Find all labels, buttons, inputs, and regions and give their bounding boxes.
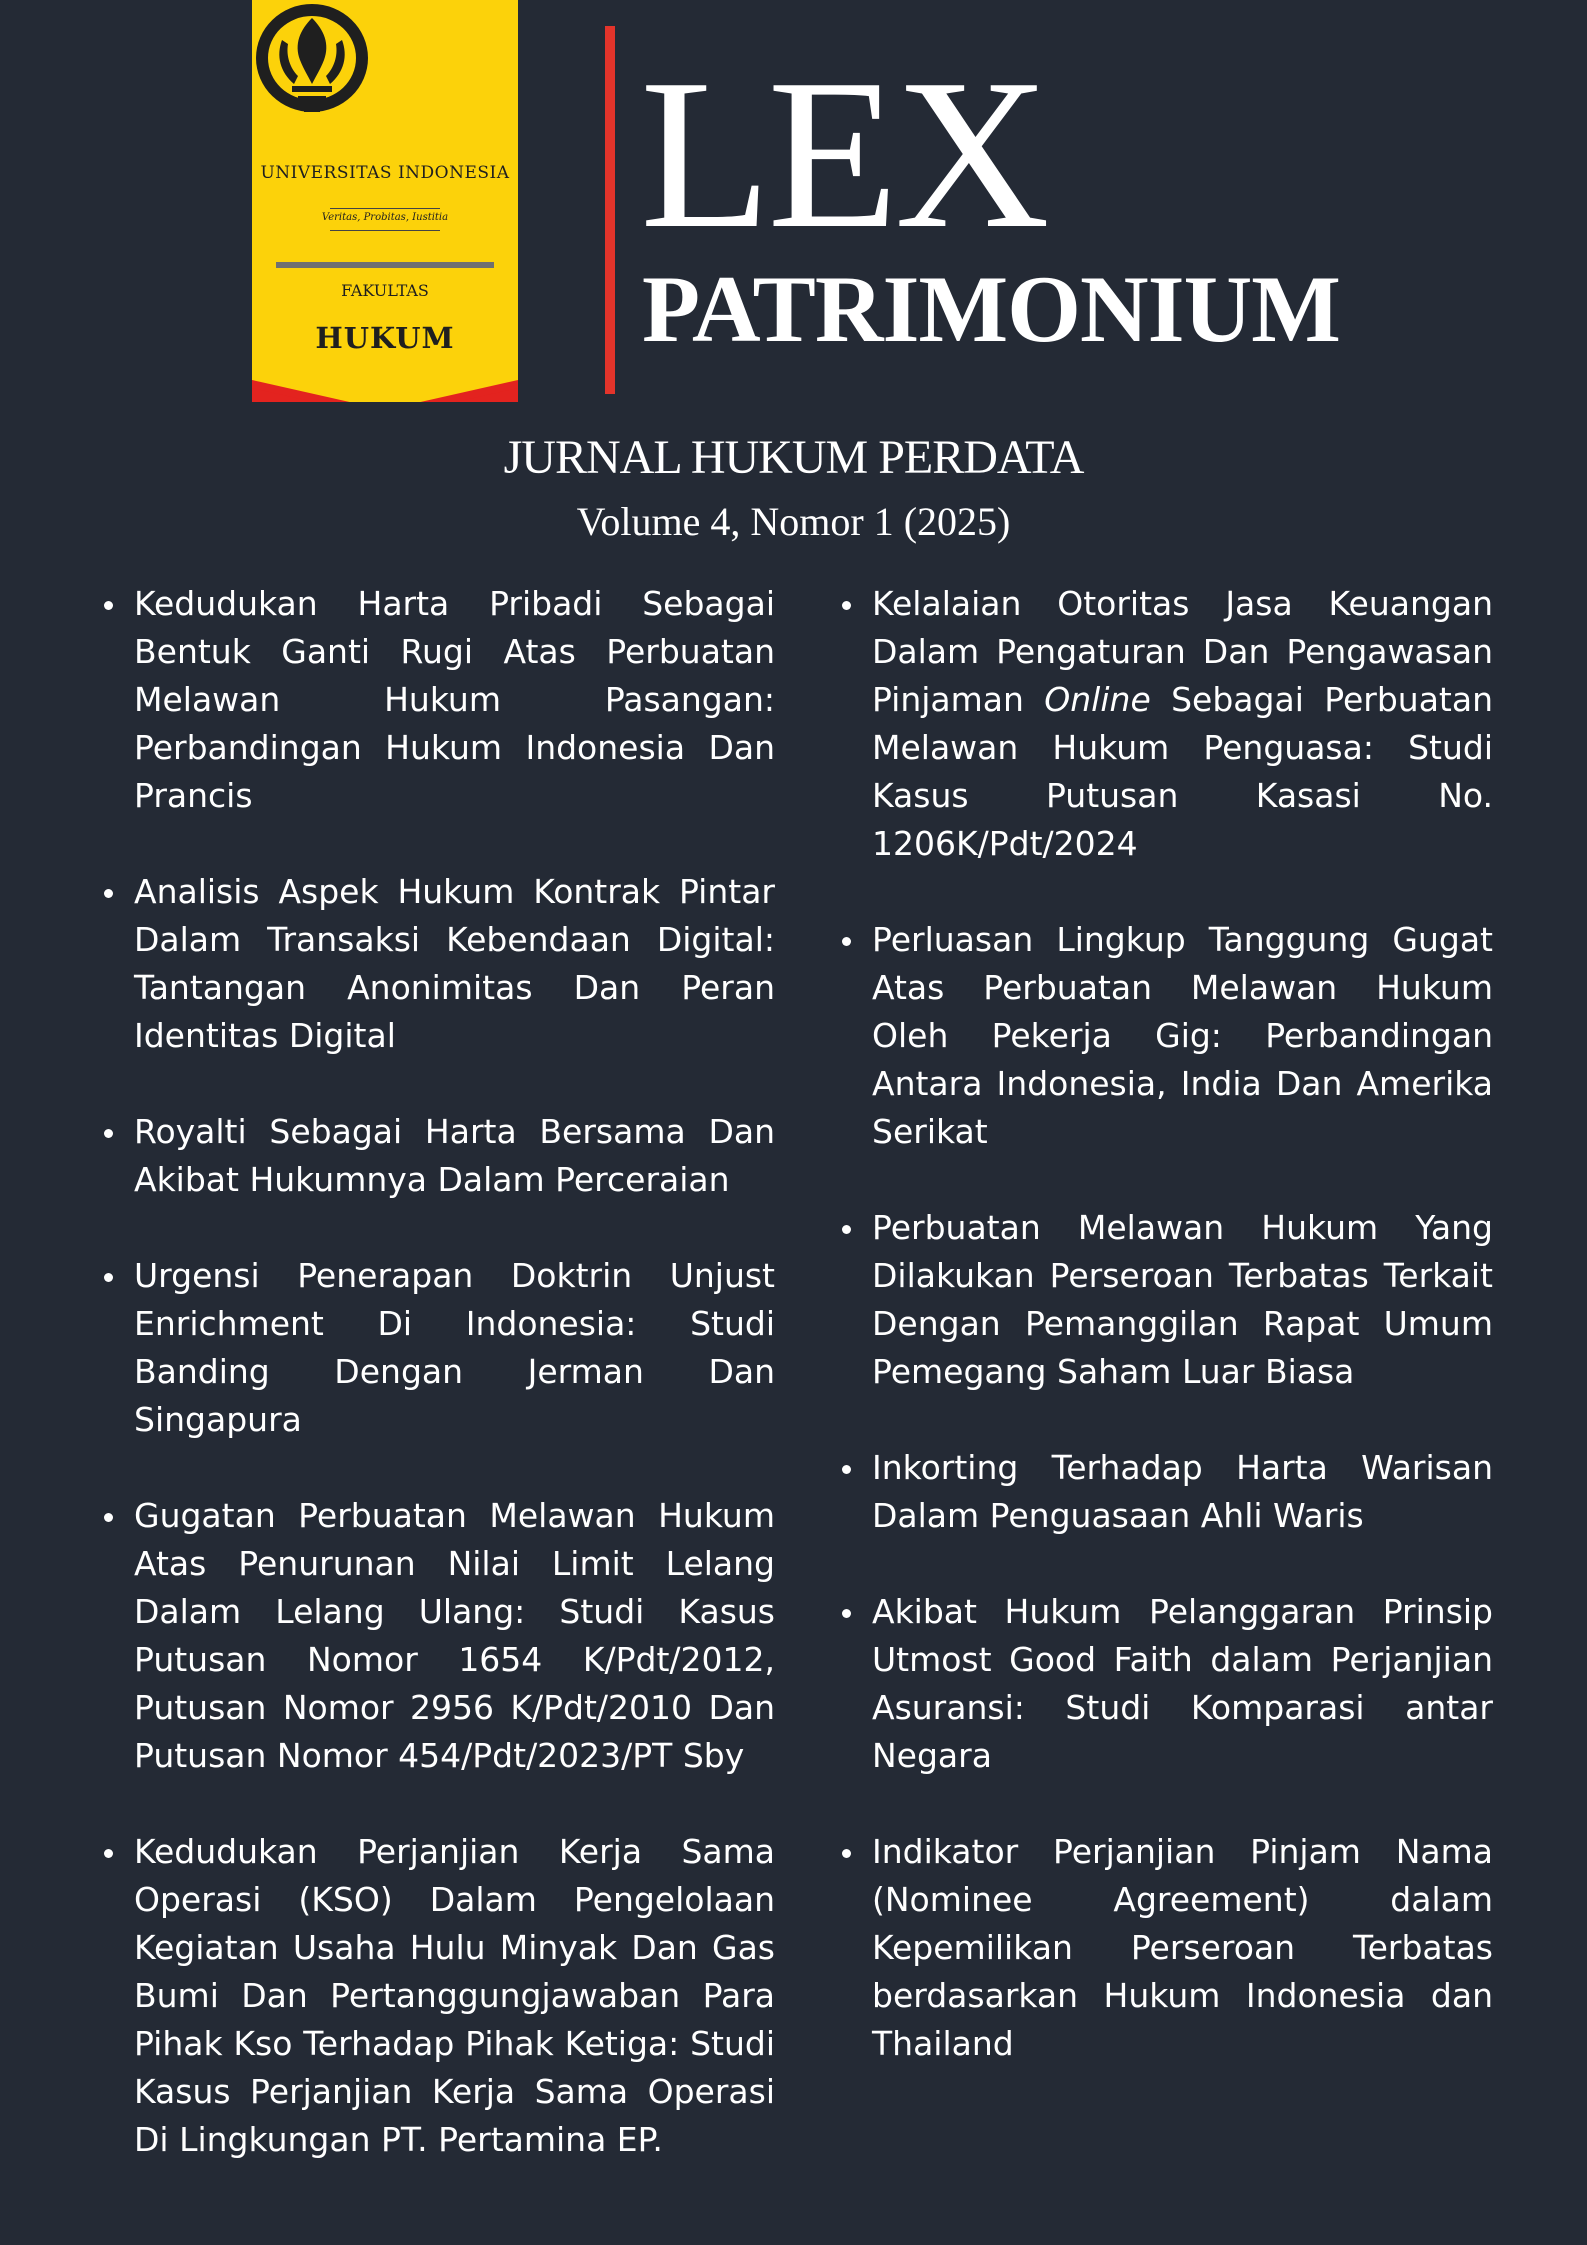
motto-divider-top <box>330 208 440 209</box>
article-item: Perluasan Lingkup Tanggung Gugat Atas Perbuatan Melawan Hukum Oleh Pekerja Gig: Perbandingan Antara Indonesia, India Dan Amerika Serikat <box>838 916 1493 1156</box>
article-item: Kedudukan Harta Pribadi Sebagai Bentuk Ganti Rugi Atas Perbuatan Melawan Hukum Pasangan: Perbandingan Hukum Indonesia Dan Prancis <box>100 580 775 820</box>
article-item: Kedudukan Perjanjian Kerja Sama Operasi (KSO) Dalam Pengelolaan Kegiatan Usaha Hulu Minyak Dan Gas Bumi Dan Pertanggungjawaban Para Pihak Kso Terhadap Pihak Ketiga: Studi Kasus Perjanjian Kerja Sama Operasi Di Lingkungan PT. Pertamina EP. <box>100 1828 775 2164</box>
article-item: Royalti Sebagai Harta Bersama Dan Akibat Hukumnya Dalam Perceraian <box>100 1108 775 1204</box>
journal-title-patrimonium: PATRIMONIUM <box>642 256 1340 362</box>
makara-seal-icon <box>252 0 372 125</box>
article-item: Inkorting Terhadap Harta Warisan Dalam Penguasaan Ahli Waris <box>838 1444 1493 1540</box>
university-name: UNIVERSITAS INDONESIA <box>260 163 510 183</box>
article-item: Urgensi Penerapan Doktrin Unjust Enrichment Di Indonesia: Studi Banding Dengan Jerman Dan Singapura <box>100 1252 775 1444</box>
article-item: Indikator Perjanjian Pinjam Nama (Nominee Agreement) dalam Kepemilikan Perseroan Terbatas berdasarkan Hukum Indonesia dan Thailand <box>838 1828 1493 2068</box>
article-item: Perbuatan Melawan Hukum Yang Dilakukan Perseroan Terbatas Terkait Dengan Pemanggilan Rapat Umum Pemegang Saham Luar Biasa <box>838 1204 1493 1396</box>
motto-divider-bottom <box>330 230 440 231</box>
article-item: Gugatan Perbuatan Melawan Hukum Atas Penurunan Nilai Limit Lelang Dalam Lelang Ulang: Studi Kasus Putusan Nomor 1654 K/Pdt/2012, Putusan Nomor 2956 K/Pdt/2010 Dan Putusan Nomor 454/Pdt/2023/PT Sby <box>100 1492 775 1780</box>
journal-title-lex: LEX <box>640 34 1046 273</box>
article-list-left <box>100 580 775 2212</box>
article-list-right <box>838 580 1493 2116</box>
article-item: Analisis Aspek Hukum Kontrak Pintar Dalam Transaksi Kebendaan Digital: Tantangan Anonimitas Dan Peran Identitas Digital <box>100 868 775 1060</box>
article-item: Kelalaian Otoritas Jasa Keuangan Dalam Pengaturan Dan Pengawasan Pinjaman Online Sebagai Perbuatan Melawan Hukum Penguasa: Studi Kasus Putusan Kasasi No. 1206K/Pdt/2024 <box>838 580 1493 868</box>
title-accent-bar <box>605 26 615 394</box>
journal-subtitle: JURNAL HUKUM PERDATA <box>503 431 1084 484</box>
issue-info: Volume 4, Nomor 1 (2025) <box>576 499 1011 544</box>
banner-divider <box>276 262 494 268</box>
faculty-name: HUKUM <box>315 321 455 355</box>
faculty-logo-banner <box>252 0 518 402</box>
university-motto: Veritas, Probitas, Iustitia <box>321 212 449 223</box>
faculty-label: FAKULTAS <box>341 281 429 300</box>
article-item: Akibat Hukum Pelanggaran Prinsip Utmost Good Faith dalam Perjanjian Asuransi: Studi Komparasi antar Negara <box>838 1588 1493 1780</box>
